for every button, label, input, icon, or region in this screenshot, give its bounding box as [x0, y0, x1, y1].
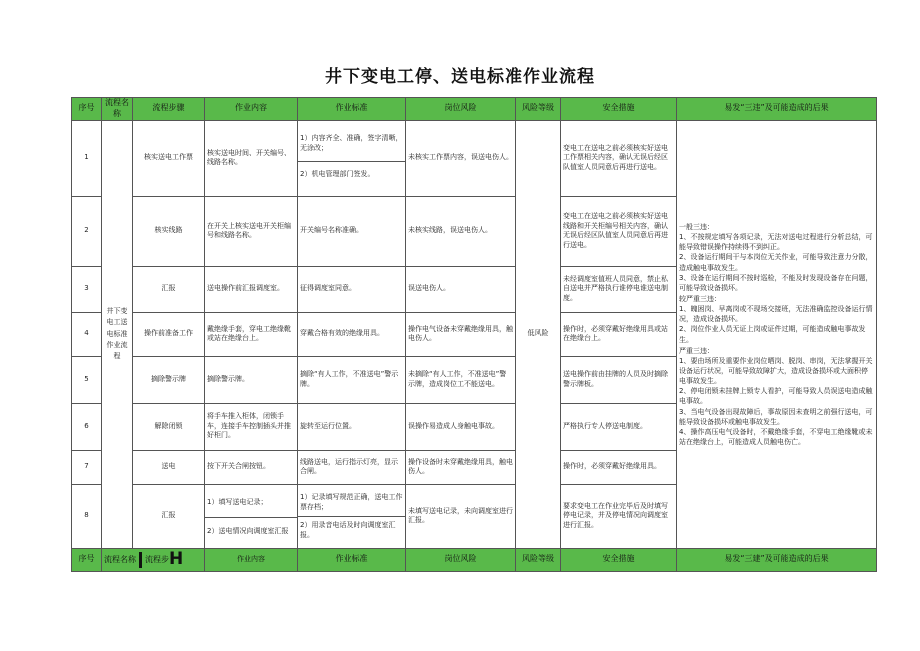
header-flow-name: 流程名称 — [102, 98, 133, 121]
risk-cell: 误操作易造成人身触电事故。 — [406, 403, 516, 450]
consequence-line: 1、不按规定填写各项记录，无法对送电过程进行分析总结，可能导致错误操作持续得不到纠正。 — [679, 233, 873, 252]
content-cell: 摘除警示牌。 — [205, 356, 298, 403]
procedure-table — [71, 97, 877, 572]
row-number: 2 — [72, 196, 102, 266]
consequence-line: 3、当电气设备出现故障后，事故原因未查明之前强行送电，可能导致设备损坏或触电事故发生。 — [679, 407, 873, 426]
risk-cell: 误送电伤人。 — [406, 266, 516, 312]
step-cell: 核实送电工作票 — [133, 120, 205, 196]
row-number: 6 — [72, 403, 102, 450]
content-item: 2）送电情况向调度室汇报 — [207, 527, 289, 536]
row-number: 3 — [72, 266, 102, 312]
risk-cell: 未核实工作票内容，误送电伤人。 — [406, 120, 516, 196]
header-risk: 岗位风险 — [406, 98, 516, 121]
flow-name-cell — [102, 120, 133, 548]
standard-cell: 穿戴合格有效的绝缘用具。 — [298, 312, 406, 356]
standard-item: 2）机电管理部门签发。 — [300, 170, 375, 179]
row-number: 8 — [72, 484, 102, 548]
standard-cell: 旋转至运行位置。 — [298, 403, 406, 450]
step-cell: 核实线路 — [133, 196, 205, 266]
footer-flow-name: 流程名称 — [104, 555, 136, 565]
risk-cell: 操作电气设备未穿戴绝缘用具，触电伤人。 — [406, 312, 516, 356]
consequence-line: 一般三违： — [679, 223, 714, 232]
consequence-line: 1、要由场所及重要作业岗位晒岗、脱岗、串岗，无法掌握开关设备运行状况，可能导致故障扩大，造成设备损坏或大面积停电事故发生。 — [679, 356, 873, 386]
risk-cell: 未核实线路，误送电伤人。 — [406, 196, 516, 266]
risk-cell: 操作设备时未穿戴绝缘用具，触电伤人。 — [406, 450, 516, 484]
step-cell: 汇报 — [133, 266, 205, 312]
header-row — [72, 98, 877, 121]
standard-cell — [298, 484, 406, 548]
measure-cell: 变电工在送电之前必须核实好送电工作票相关内容，确认无误后经区队值室人员同意后再进行送电。 — [561, 120, 677, 196]
footer-flow-name-group — [102, 548, 205, 571]
standard-cell: 征得调度室同意。 — [298, 266, 406, 312]
risk-cell: 未填写送电记录，未向调度室进行汇报。 — [406, 484, 516, 548]
footer-flow-step: 流程步 — [145, 555, 169, 565]
content-cell — [205, 484, 298, 548]
footer-level: 风险等级 — [516, 548, 561, 571]
step-cell: 送电 — [133, 450, 205, 484]
footer-standard: 作业标准 — [298, 548, 406, 571]
consequence-line: 1、魄困岗、早离岗或不现场交接班，无法准确监控设备运行情况，造成设备损坏。 — [679, 305, 873, 324]
footer-bar-mark — [139, 552, 142, 568]
consequence-cell — [677, 120, 877, 548]
measure-cell: 要求变电工在作业完毕后及时填写停电记录，并及停电情况向调度室进行汇报。 — [561, 484, 677, 548]
standard-item: 1）内容齐全、准确，签字清晰，无涂改； — [300, 134, 403, 152]
content-cell: 送电操作前汇报调度室。 — [205, 266, 298, 312]
standard-cell — [298, 120, 406, 196]
consequence-list — [679, 222, 874, 447]
step-cell: 汇报 — [133, 484, 205, 548]
consequence-line: 2、岗位作业人员无证上岗或证件过期，可能造成触电事故发生。 — [679, 325, 866, 344]
standard-item: 2）用录音电话及时向调度室汇报。 — [300, 521, 396, 539]
row-number: 7 — [72, 450, 102, 484]
table-row — [72, 120, 877, 196]
footer-header-row — [72, 548, 877, 571]
header-level: 风险等级 — [516, 98, 561, 121]
header-seq: 序号 — [72, 98, 102, 121]
content-cell: 将手车推入柜体，闭锁手车，连接手车控制插头并推好柜门。 — [205, 403, 298, 450]
header-consequence: 易发“三违”及可能造成的后果 — [677, 98, 877, 121]
footer-risk: 岗位风险 — [406, 548, 516, 571]
measure-cell: 操作时，必须穿戴好绝缘用具或站在绝缘台上。 — [561, 312, 677, 356]
consequence-line: 2、停电闭锁未挂牌上锁专人看护，可能导致人员误送电造成触电事故。 — [679, 387, 873, 406]
measure-cell: 严格执行专人停送电制度。 — [561, 403, 677, 450]
row-number: 1 — [72, 120, 102, 196]
consequence-line: 较严重三违： — [679, 295, 721, 304]
standard-cell: 线路送电，运行指示灯亮，显示合闸。 — [298, 450, 406, 484]
risk-level-cell: 低风险 — [516, 120, 561, 548]
header-content: 作业内容 — [205, 98, 298, 121]
content-cell: 核实送电时间、开关编号、线路名称。 — [205, 120, 298, 196]
risk-cell: 未摘除“有人工作，不准送电”警示牌，造成岗位工不能送电。 — [406, 356, 516, 403]
standard-cell: 摘除“有人工作，不准送电”警示牌。 — [298, 356, 406, 403]
footer-seq: 序号 — [72, 548, 102, 571]
footer-h-mark: H — [169, 549, 184, 570]
consequence-line: 4、操作高压电气设备时，不戴绝缘手套，不穿电工绝缘靴或未站在绝缘台上，可能造成人员触电伤亡。 — [679, 427, 873, 446]
measure-cell: 未经调度室值班人员同意，禁止私自送电并严格执行谁停电谁送电制度。 — [561, 266, 677, 312]
content-item: 1）填写送电记录； — [207, 497, 268, 506]
header-measures: 安全措施 — [561, 98, 677, 121]
consequence-line: 2、设备运行期间干与本岗位无关作业，可能导致注意力分散，造成触电事故发生。 — [679, 253, 873, 272]
footer-measures: 安全措施 — [561, 548, 677, 571]
measure-cell: 操作时，必须穿戴好绝缘用具。 — [561, 450, 677, 484]
header-step: 流程步骤 — [133, 98, 205, 121]
content-cell: 按下开关合闸按钮。 — [205, 450, 298, 484]
measure-cell: 送电操作前由挂牌的人员及时摘除警示牌板。 — [561, 356, 677, 403]
standard-item: 1）记录填写规范正确，送电工作票存档； — [300, 493, 403, 511]
consequence-line: 严重三违： — [679, 346, 714, 355]
row-number: 4 — [72, 312, 102, 356]
footer-consequence: 易发“三建”及可能造成的后果 — [677, 548, 877, 571]
consequence-line: 3、设备在运行期间不按时巡检，不能及时发现设备存在问题，可能导致设备损坏。 — [679, 273, 873, 292]
step-cell: 操作前准备工作 — [133, 312, 205, 356]
content-cell: 戴绝缘手套，穿电工绝缘靴或站在绝缘台上。 — [205, 312, 298, 356]
footer-content: 作业内容 — [205, 548, 298, 571]
flow-name-text: 井下变电工送电标准作业流程 — [106, 307, 128, 360]
row-number: 5 — [72, 356, 102, 403]
standard-cell: 开关编号名称准确。 — [298, 196, 406, 266]
step-cell: 摘除警示牌 — [133, 356, 205, 403]
content-cell: 在开关上核实送电开关柜编号和线路名称。 — [205, 196, 298, 266]
step-cell: 解除闭锁 — [133, 403, 205, 450]
measure-cell: 变电工在送电之前必须核实好送电线路和开关柜编号相关内容，确认无误后经区队值室人员同意后再进行送电。 — [561, 196, 677, 266]
page-title: 井下变电工停、送电标准作业流程 — [325, 67, 595, 87]
header-standard: 作业标准 — [298, 98, 406, 121]
